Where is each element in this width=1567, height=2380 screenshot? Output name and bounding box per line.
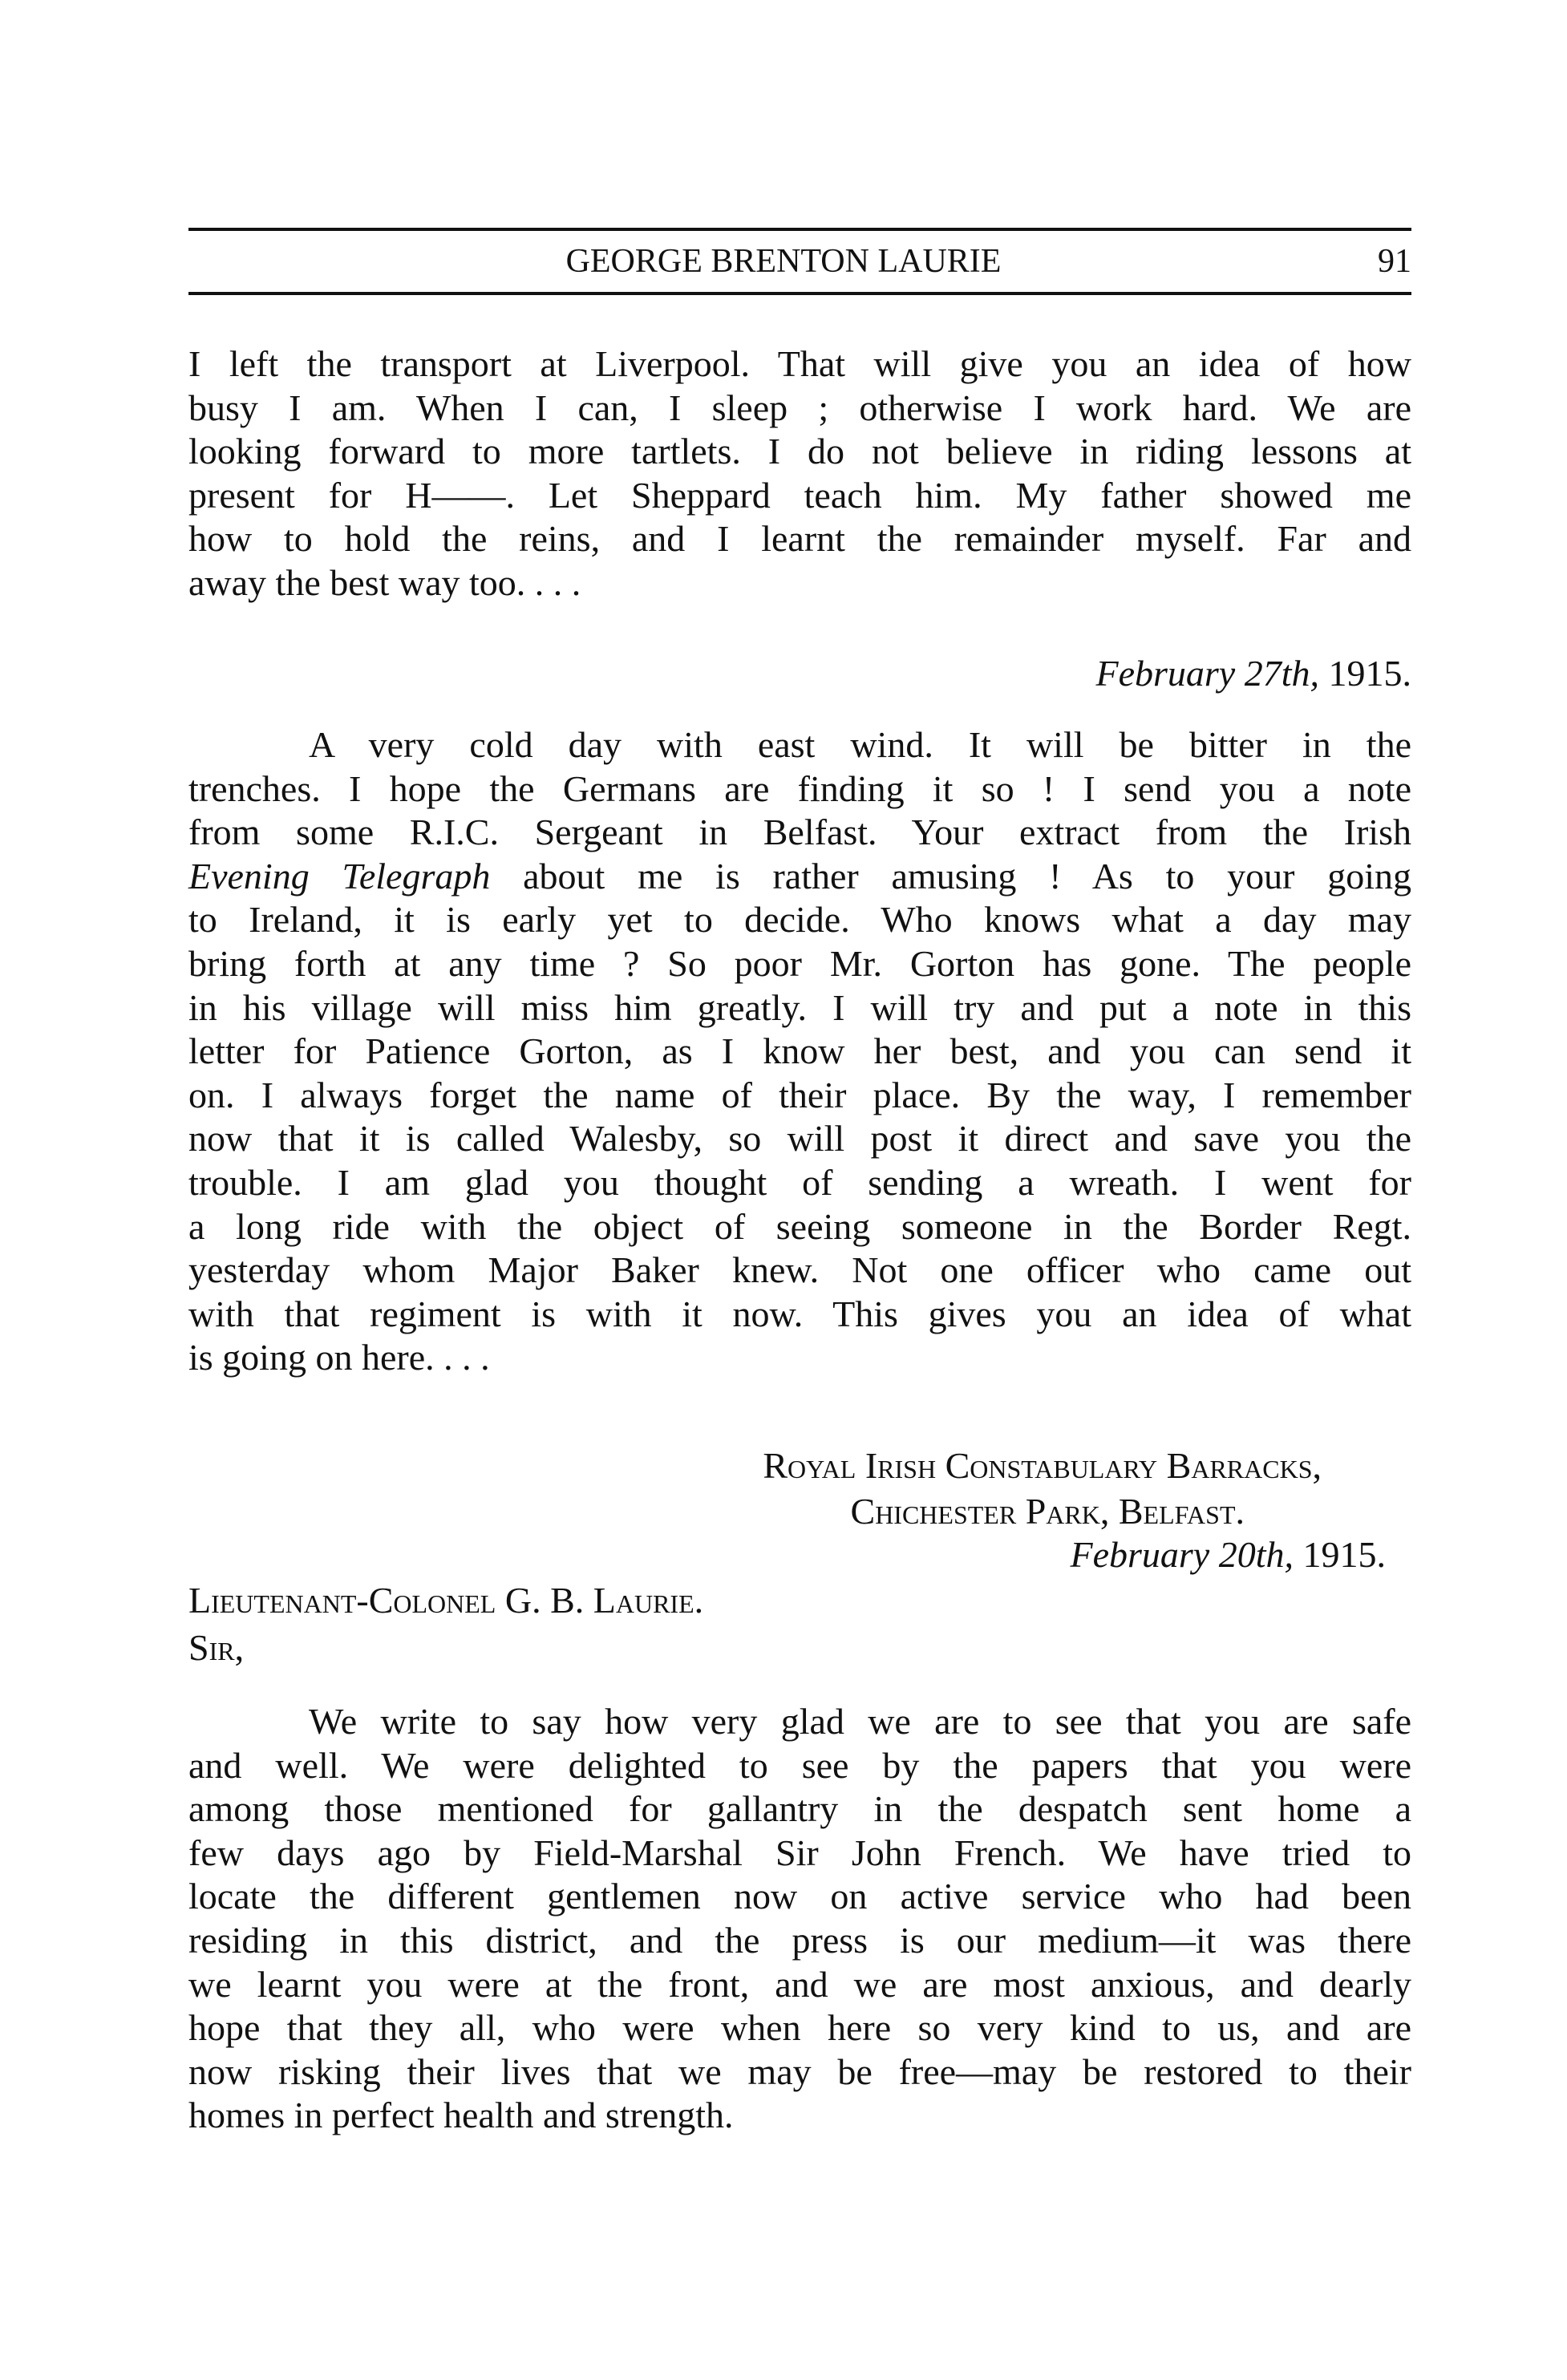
- text-line: looking forward to more tartlets. I do not believe in riding lessons at: [188, 431, 1411, 472]
- header-top-rule: [188, 228, 1411, 231]
- text-line: on. I always forget the name of their place. By the way, I remember: [188, 1074, 1411, 1115]
- text-line: few days ago by Field-Marshal Sir John French. We have tried to: [188, 1832, 1411, 1873]
- text-line: how to hold the reins, and I learnt the remainder myself. Far and: [188, 518, 1411, 560]
- text-line: is going on here. . . .: [188, 1337, 490, 1378]
- line-rest: about me is rather amusing ! As to your going: [490, 855, 1411, 897]
- page-number: 91: [1378, 243, 1411, 280]
- text-line: away the best way too. . . .: [188, 561, 581, 603]
- text-line: in his village will miss him greatly. I will try and put a note in this: [188, 986, 1411, 1028]
- text-line: and well. We were delighted to see by the papers that you were: [188, 1744, 1411, 1786]
- letter-address-line-1: Royal Irish Constabulary Barracks,: [763, 1445, 1322, 1486]
- text-line: I left the transport at Liverpool. That will give you an idea of how: [188, 343, 1411, 384]
- letter-addressee: Lieutenant-Colonel G. B. Laurie.: [188, 1580, 704, 1621]
- letter-date: [1070, 1532, 1386, 1577]
- paragraph-1: [188, 342, 1411, 605]
- text-line: homes in perfect health and strength.: [188, 2095, 734, 2136]
- text-line: present for H——. Let Sheppard teach him. My father showed me: [188, 474, 1411, 516]
- text-line: We write to say how very glad we are to see that you are safe: [309, 1701, 1411, 1742]
- text-line: residing in this district, and the press is our medium—it was there: [188, 1919, 1411, 1961]
- text-line: a long ride with the object of seeing someone in the Border Regt.: [188, 1205, 1411, 1247]
- letter-body: [188, 1700, 1411, 2138]
- letter-salutation: Sir,: [188, 1627, 245, 1668]
- text-line: now risking their lives that we may be free—may be restored to their: [188, 2050, 1411, 2092]
- date-year: 1915.: [1319, 653, 1411, 694]
- running-header-title: GEORGE BRENTON LAURIE: [565, 243, 1002, 280]
- text-line: we learnt you were at the front, and we are most anxious, and dearly: [188, 1963, 1411, 2005]
- date-february-27: [1095, 651, 1411, 696]
- text-line: A very cold day with east wind. It will be bitter in the: [309, 724, 1411, 765]
- letter-date-text: February 20th,: [1070, 1534, 1294, 1575]
- text-line: with that regiment is with it now. This gives you an idea of what: [188, 1293, 1411, 1334]
- text-line: to Ireland, it is early yet to decide. Who knows what a day may: [188, 899, 1411, 941]
- text-line: trenches. I hope the Germans are finding it so ! I send you a note: [188, 767, 1411, 809]
- text-line: now that it is called Walesby, so will post it direct and save you the: [188, 1118, 1411, 1160]
- text-line: letter for Patience Gorton, as I know her best, and you can send it: [188, 1030, 1411, 1072]
- text-line: busy I am. When I can, I sleep ; otherwise I work hard. We are: [188, 387, 1411, 428]
- header-bottom-rule: [188, 292, 1411, 295]
- italic-title: Evening Telegraph: [188, 855, 491, 897]
- date-text: February 27th,: [1095, 653, 1319, 694]
- text-line: among those mentioned for gallantry in the despatch sent home a: [188, 1788, 1411, 1830]
- text-line: trouble. I am glad you thought of sending a wreath. I went for: [188, 1161, 1411, 1203]
- text-line: [188, 855, 1411, 899]
- text-line: hope that they all, who were when here so very kind to us, and are: [188, 2007, 1411, 2049]
- text-line: from some R.I.C. Sergeant in Belfast. Your extract from the Irish: [188, 812, 1411, 853]
- text-line: bring forth at any time ? So poor Mr. Gorton has gone. The people: [188, 942, 1411, 984]
- text-line: locate the different gentlemen now on active service who had been: [188, 1876, 1411, 1917]
- letter-date-year: 1915.: [1294, 1534, 1386, 1575]
- text-line: yesterday whom Major Baker knew. Not one officer who came out: [188, 1249, 1411, 1291]
- paragraph-2: [188, 723, 1411, 1380]
- letter-address-line-2: Chichester Park, Belfast.: [850, 1491, 1245, 1532]
